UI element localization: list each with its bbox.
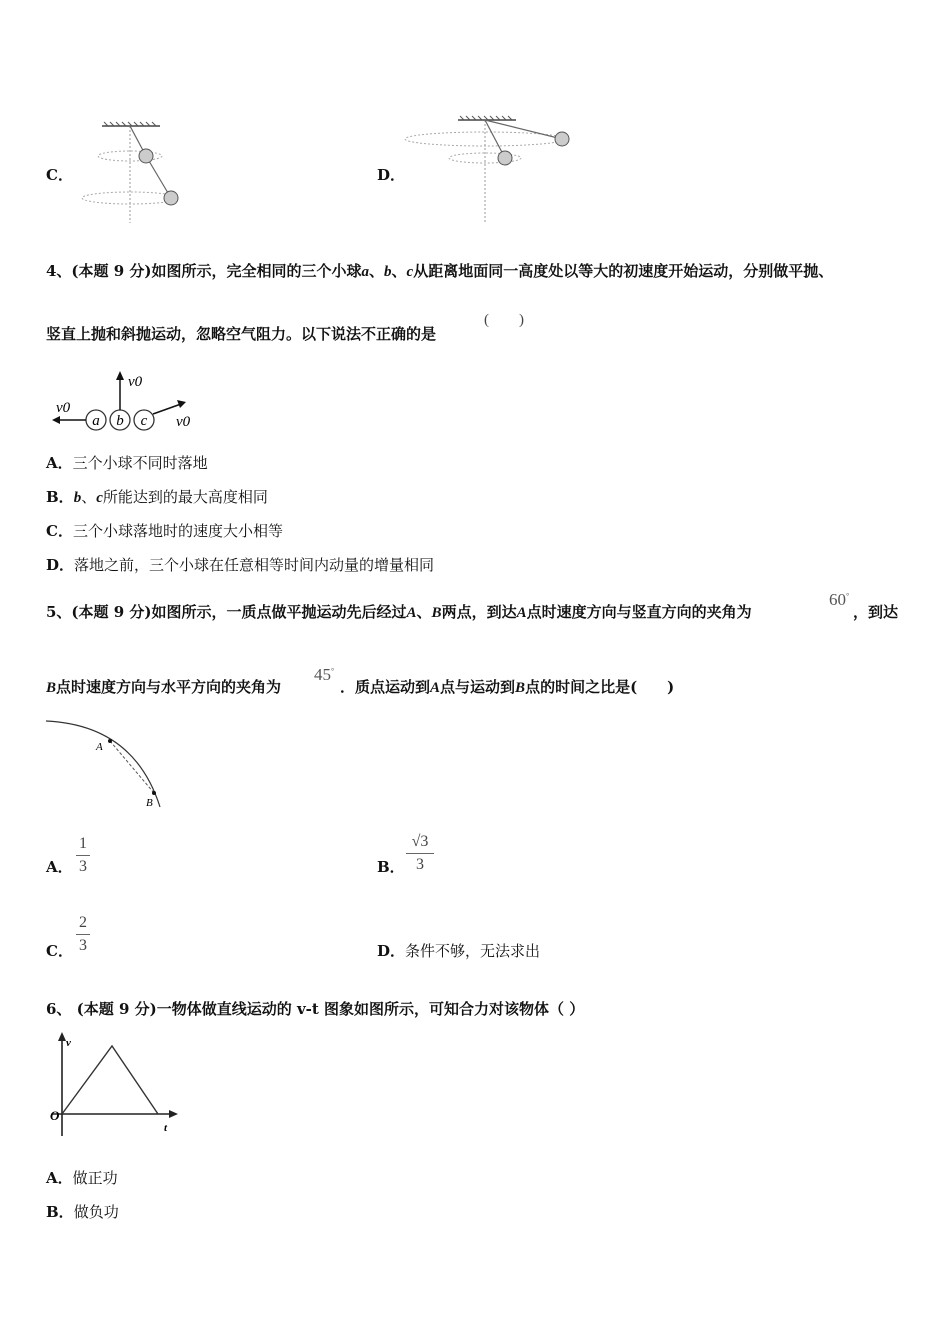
q4-answer-paren: ( ) (484, 312, 524, 328)
q4-stem-line2: 竖直上抛和斜抛运动，忽略空气阻力。以下说法不正确的是 (46, 325, 437, 343)
q3-option-c-pendulum-figure (70, 118, 200, 228)
q5-angle-60: 60° (829, 590, 850, 609)
q4-figure-ball-a: a (92, 413, 100, 429)
q4-option-d: D．落地之前，三个小球在任意相等时间内动量的增量相同 (46, 556, 435, 574)
q6-option-a: A．做正功 (46, 1169, 118, 1187)
q4-three-balls-figure (50, 368, 210, 438)
q3-option-d-label: D． (377, 166, 406, 184)
q5-option-c-fraction: 2 3 (76, 914, 90, 955)
q4-option-c: C．三个小球落地时的速度大小相等 (46, 522, 283, 540)
q5-option-a-label: A． (46, 858, 73, 876)
q4-figure-v0-left: v0 (56, 400, 71, 416)
q4-figure-ball-b: b (116, 413, 124, 429)
q4-figure-ball-c: c (140, 413, 148, 429)
q6-figure-t-axis: t (164, 1122, 168, 1134)
q5-figure-label-b: B (146, 797, 153, 809)
q4-stem-line1: 4、(本题 9 分)如图所示，完全相同的三个小球a、b、c从距离地面同一高度处以等大的初速度开始运动，分别做平抛、 (46, 262, 834, 280)
q5-stem-line2-tail: ．质点运动到A点与运动到B点的时间之比是( ) (340, 678, 675, 696)
q6-figure-v-axis: v (66, 1037, 71, 1049)
q5-option-b-label: B． (377, 858, 405, 876)
q4-option-b: B．b、c所能达到的最大高度相同 (46, 488, 268, 506)
q5-stem-line2: B点时速度方向与水平方向的夹角为 (46, 678, 282, 696)
q5-figure-label-a: A (96, 741, 103, 753)
q4-option-a: A．三个小球不同时落地 (46, 454, 208, 472)
q5-stem-line1-tail: ，到达 (853, 603, 899, 621)
q4-figure-v0-right: v0 (176, 414, 191, 430)
q5-stem-line1: 5、(本题 9 分)如图所示，一质点做平抛运动先后经过A、B两点，到达A点时速度方向与竖直方向的夹角为 (46, 603, 752, 621)
q6-stem: 6、 (本题 9 分)一物体做直线运动的 v-t 图象如图所示，可知合力对该物体（ ） (46, 1000, 585, 1018)
q4-figure-v0-up: v0 (128, 374, 143, 390)
q3-option-c-label: C． (46, 166, 73, 184)
q5-option-c-label: C． (46, 942, 73, 960)
q5-option-a-fraction: 1 3 (76, 835, 90, 876)
q6-option-b: B．做负功 (46, 1203, 119, 1221)
q5-option-b-fraction: √3 3 (406, 833, 434, 874)
q6-figure-origin: O (50, 1108, 60, 1123)
q5-option-d: D．条件不够，无法求出 (377, 942, 541, 960)
q5-trajectory-figure (44, 715, 174, 815)
q6-vt-graph-figure (46, 1032, 186, 1142)
q5-angle-45: 45° (314, 665, 335, 684)
q3-option-d-pendulum-figure (400, 112, 590, 227)
